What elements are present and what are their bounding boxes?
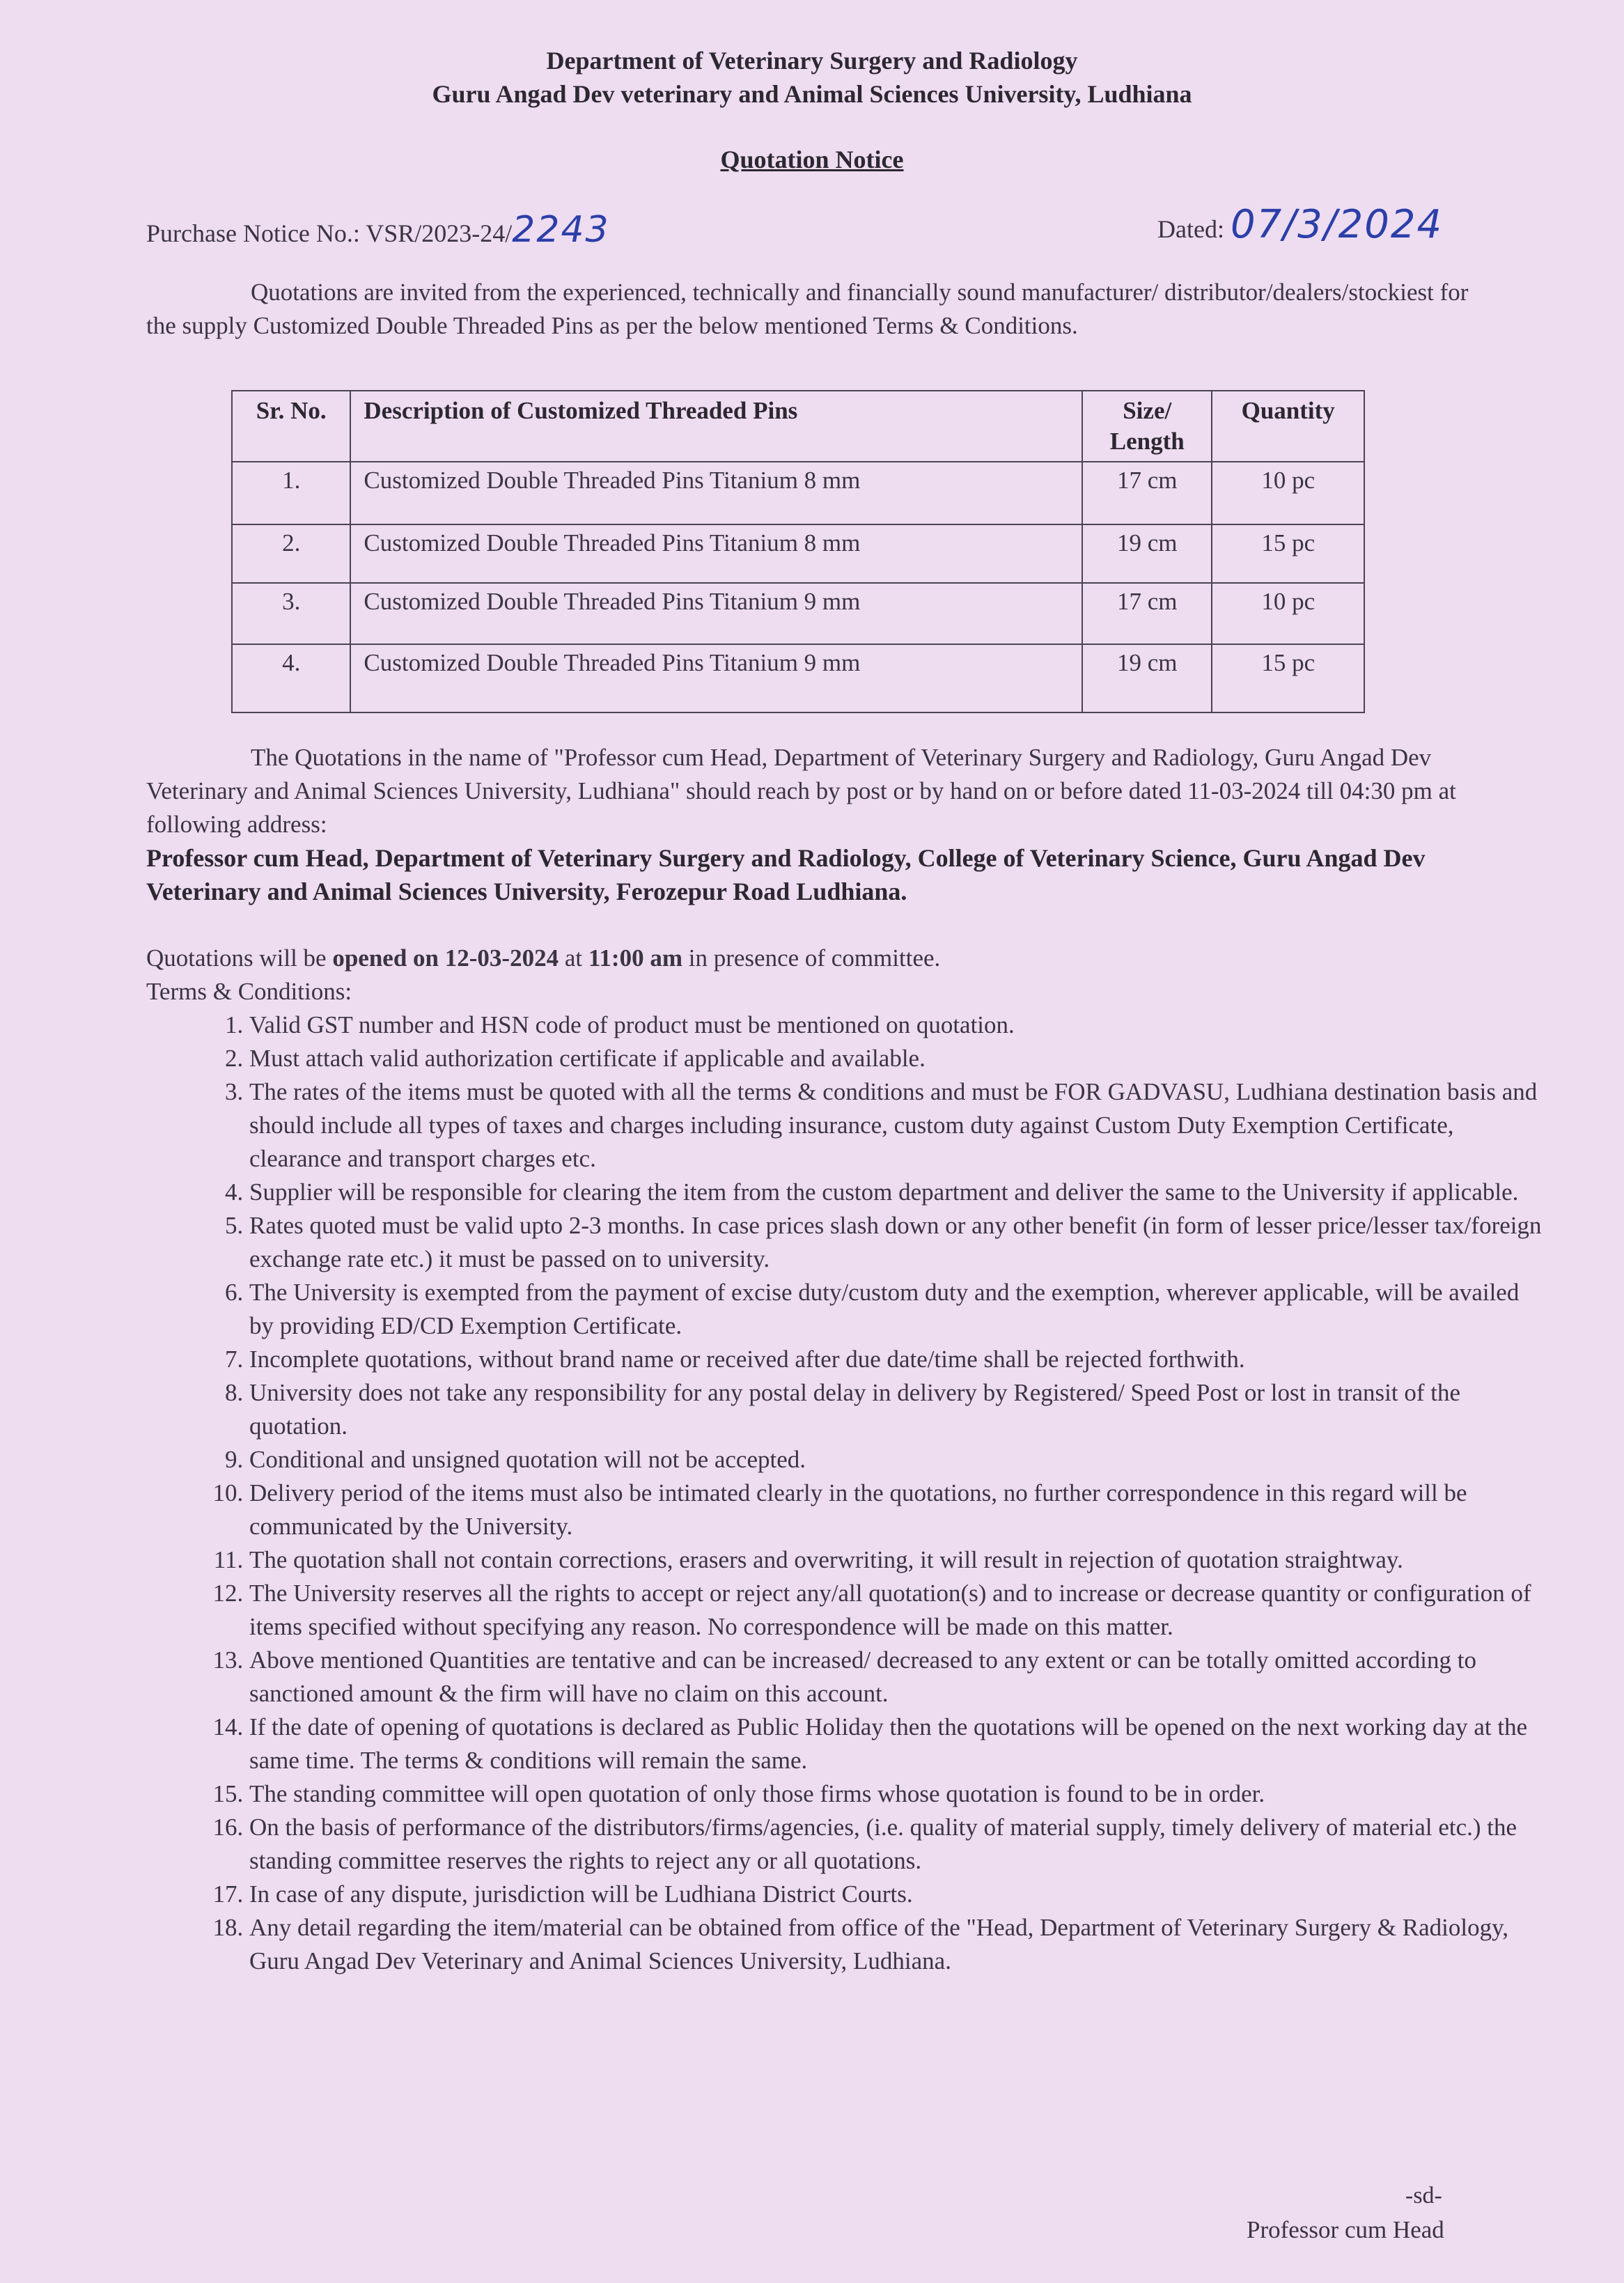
opening-suffix: in presence of committee. (682, 944, 941, 972)
purchase-notice-label: Purchase Notice No.: VSR/2023-24/ (146, 219, 513, 247)
intro-paragraph: Quotations are invited from the experienced, technically and financially sound manufacturer/ distributor/dealers/stockiest for the supply Customized Double Threaded Pins as per the below mentioned Terms & Conditions. (146, 279, 1469, 339)
terms-heading: Terms & Conditions: (146, 978, 352, 1005)
table-row (232, 644, 1364, 712)
header-size: Size/ Length (1082, 391, 1212, 462)
opening-at: at (559, 944, 588, 972)
cell-description: Customized Double Threaded Pins Titanium 9 mm (350, 583, 1082, 644)
term-item: 14. If the date of opening of quotations is declared as Public Holiday then the quotations will be opened on the next working day at the same time. The terms & conditions will remain the same. (249, 1711, 1546, 1777)
cell-quantity: 15 pc (1212, 524, 1364, 583)
term-item: 1. Valid GST number and HSN code of product must be mentioned on quotation. (249, 1008, 1546, 1042)
term-item: 5. Rates quoted must be valid upto 2-3 months. In case prices slash down or any other benefit (in form of lesser price/lesser tax/foreign exchange rate etc.) it must be passed on to university. (249, 1209, 1546, 1276)
table-row (232, 583, 1364, 644)
header-description: Description of Customized Threaded Pins (350, 391, 1082, 462)
cell-quantity: 15 pc (1212, 644, 1364, 712)
notice-date (1157, 202, 1443, 247)
opening-prefix: Quotations will be (146, 944, 333, 972)
term-item: 8. University does not take any responsibility for any postal delay in delivery by Registered/ Speed Post or lost in transit of the quotation. (249, 1376, 1546, 1443)
cell-sr: 2. (232, 524, 350, 583)
items-table (231, 390, 1365, 713)
terms-list (187, 1008, 1546, 1978)
header-sr-no: Sr. No. (232, 391, 350, 462)
term-item: 17. In case of any dispute, jurisdiction will be Ludhiana District Courts. (249, 1878, 1546, 1911)
signed-mark: -sd- (1405, 2183, 1442, 2208)
cell-size: 17 cm (1082, 462, 1212, 524)
handwritten-notice-number: 2243 (512, 209, 610, 251)
cell-description: Customized Double Threaded Pins Titanium 8 mm (350, 462, 1082, 524)
term-item: 10. Delivery period of the items must also be intimated clearly in the quotations, no further correspondence in this regard will be communicated by the University. (249, 1476, 1546, 1543)
notice-title: Quotation Notice (720, 146, 904, 173)
submission-address: Professor cum Head, Department of Veterinary Surgery and Radiology, College of Veterinary Science, Guru Angad Dev Veterinary and Animal Sciences University, Ferozepur Road Ludhiana. (146, 844, 1426, 905)
purchase-notice-number (146, 209, 610, 251)
table-row (232, 524, 1364, 583)
cell-sr: 1. (232, 462, 350, 524)
term-item: 3. The rates of the items must be quoted with all the terms & conditions and must be FOR GADVASU, Ludhiana destination basis and should include all types of taxes and charges including insurance, custom duty against Custom Duty Exemption Certificate, clearance and transport charges etc. (249, 1075, 1546, 1176)
cell-sr: 3. (232, 583, 350, 644)
term-item: 7. Incomplete quotations, without brand name or received after due date/time shall be rejected forthwith. (249, 1343, 1546, 1376)
department-heading: Department of Veterinary Surgery and Radiology (546, 47, 1078, 75)
term-item: 2. Must attach valid authorization certificate if applicable and available. (249, 1042, 1546, 1075)
cell-description: Customized Double Threaded Pins Titanium 8 mm (350, 524, 1082, 583)
cell-size: 19 cm (1082, 524, 1212, 583)
header-quantity: Quantity (1212, 391, 1364, 462)
table-row (232, 462, 1364, 524)
dated-label: Dated: (1157, 215, 1231, 243)
table-header-row (232, 391, 1364, 462)
term-item: 12. The University reserves all the rights to accept or reject any/all quotation(s) and to increase or decrease quantity or configuration of items specified without specifying any reason. No correspondence will be made on this matter. (249, 1577, 1546, 1644)
cell-size: 19 cm (1082, 644, 1212, 712)
cell-quantity: 10 pc (1212, 462, 1364, 524)
university-heading: Guru Angad Dev veterinary and Animal Sciences University, Ludhiana (432, 80, 1192, 108)
submission-paragraph: The Quotations in the name of "Professor cum Head, Department of Veterinary Surgery and Radiology, Guru Angad Dev Veterinary and Animal Sciences University, Ludhiana" should reach by post or by hand on or before dated 11-03-2024 till 04:30 pm at following address: (146, 744, 1456, 838)
signatory-designation: Professor cum Head (1247, 2216, 1444, 2243)
term-item: 16. On the basis of performance of the distributors/firms/agencies, (i.e. quality of material supply, timely delivery of material etc.) the standing committee reserves the rights to reject any or all quotations. (249, 1811, 1546, 1878)
term-item: 13. Above mentioned Quantities are tentative and can be increased/ decreased to any extent or can be totally omitted according to sanctioned amount & the firm will have no claim on this account. (249, 1644, 1546, 1711)
cell-quantity: 10 pc (1212, 583, 1364, 644)
cell-sr: 4. (232, 644, 350, 712)
handwritten-date: 07/3/2024 (1230, 202, 1444, 247)
cell-description: Customized Double Threaded Pins Titanium 9 mm (350, 644, 1082, 712)
term-item: 18. Any detail regarding the item/material can be obtained from office of the "Head, Department of Veterinary Surgery & Radiology, Guru Angad Dev Veterinary and Animal Sciences University, Ludhiana. (249, 1911, 1546, 1978)
term-item: 9. Conditional and unsigned quotation will not be accepted. (249, 1443, 1546, 1476)
term-item: 11. The quotation shall not contain corrections, erasers and overwriting, it will result in rejection of quotation straightway. (249, 1543, 1546, 1577)
term-item: 4. Supplier will be responsible for clearing the item from the custom department and deliver the same to the University if applicable. (249, 1176, 1546, 1209)
opening-date: opened on 12-03-2024 (332, 944, 559, 972)
opening-time: 11:00 am (588, 944, 682, 972)
opening-line (146, 942, 1483, 975)
cell-size: 17 cm (1082, 583, 1212, 644)
term-item: 15. The standing committee will open quotation of only those firms whose quotation is found to be in order. (249, 1777, 1546, 1811)
term-item: 6. The University is exempted from the payment of excise duty/custom duty and the exemption, wherever applicable, will be availed by providing ED/CD Exemption Certificate. (249, 1276, 1546, 1343)
